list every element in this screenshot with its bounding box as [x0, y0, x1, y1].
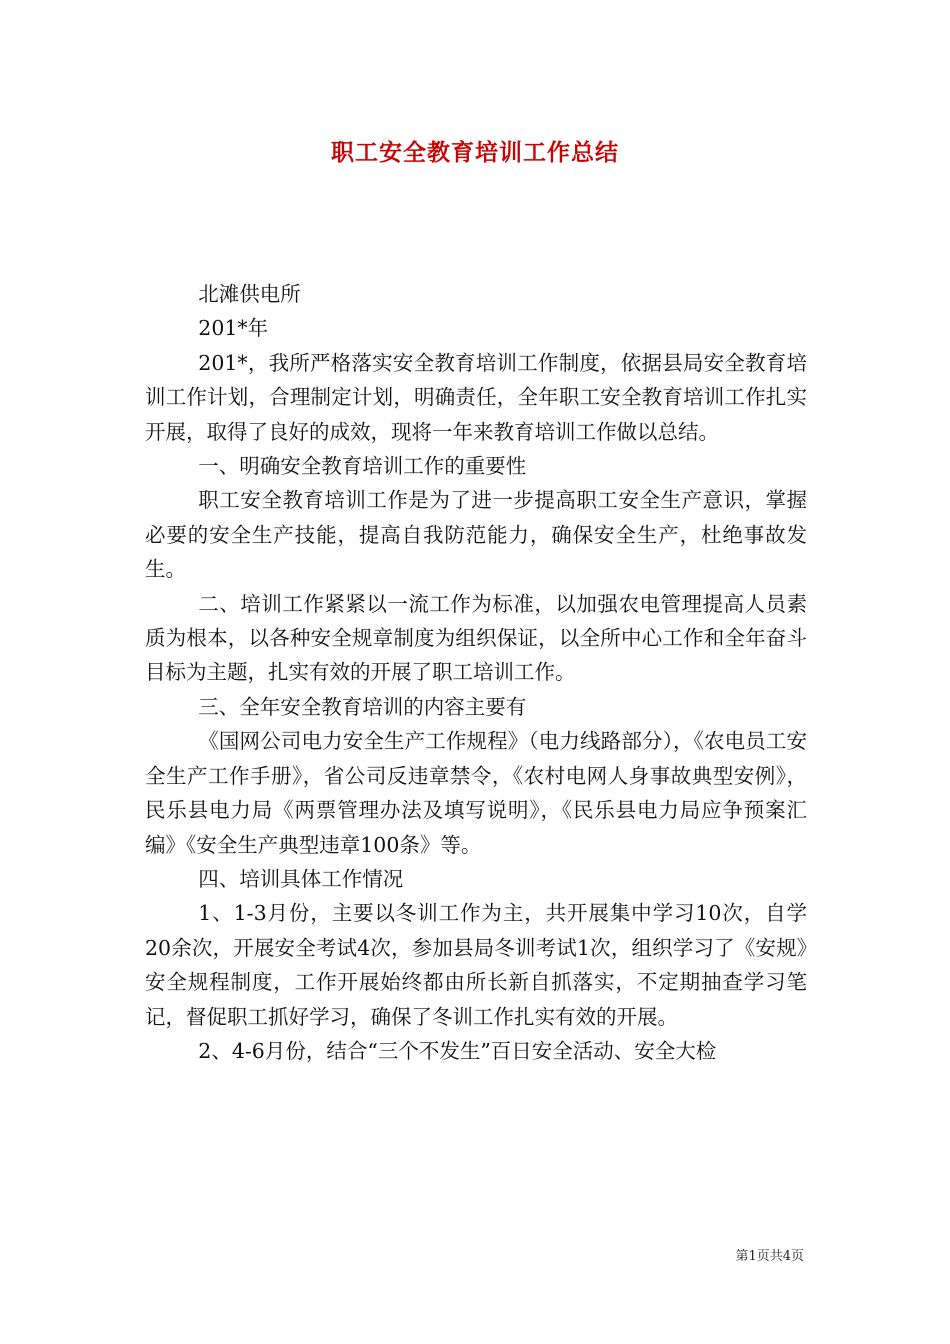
- section-4-item-2: 2、4-6月份，结合“三个不发生”百日安全活动、安全大检: [198, 1038, 717, 1063]
- section-1-paragraph: 职工安全教育培训工作是为了进一步提高职工安全生产意识，掌握必要的安全生产技能，提高自我防范能力，确保安全生产，杜绝事故发生。: [145, 488, 807, 582]
- page-number-footer: 第1页共4页: [735, 1249, 804, 1264]
- organization-name: 北滩供电所: [198, 282, 301, 306]
- intro-paragraph: 201*，我所严格落实安全教育培训工作制度，依据县局安全教育培训工作计划，合理制定计划，明确责任，全年职工安全教育培训工作扎实开展，取得了良好的成效，现将一年来教育培训工作做以总结。: [145, 350, 807, 444]
- section-4-item-1: 1、1-3月份，主要以冬训工作为主，共开展集中学习10次，自学20余次，开展安全考试4次，参加县局冬训考试1次，组织学习了《安规》安全规程制度，工作开展始终都由所长新自抓落实，不定期抽查学习笔记，督促职工抓好学习，确保了冬训工作扎实有效的开展。: [145, 901, 807, 1029]
- section-heading-1: 一、明确安全教育培训工作的重要性: [198, 454, 527, 479]
- document-body: [145, 277, 807, 1068]
- section-3-paragraph: 《国网公司电力安全生产工作规程》（电力线路部分），《农电员工安全生产工作手册》，省公司反违章禁令，《农村电网人身事故典型安例》，民乐县电力局《两票管理办法及填写说明》，《民乐县电力局应争预案汇编》《安全生产典型违章100条》等。: [145, 729, 807, 857]
- document-title: 职工安全教育培训工作总结: [331, 139, 619, 166]
- section-heading-2: 二、培训工作紧紧以一流工作为标准，以加强农电管理提高人员素质为根本，以各种安全规章制度为组织保证，以全所中心工作和全年奋斗目标为主题，扎实有效的开展了职工培训工作。: [145, 591, 807, 685]
- report-year: 201*年: [198, 316, 269, 341]
- section-heading-3: 三、全年安全教育培训的内容主要有: [198, 694, 527, 719]
- section-heading-4: 四、培训具体工作情况: [198, 866, 404, 891]
